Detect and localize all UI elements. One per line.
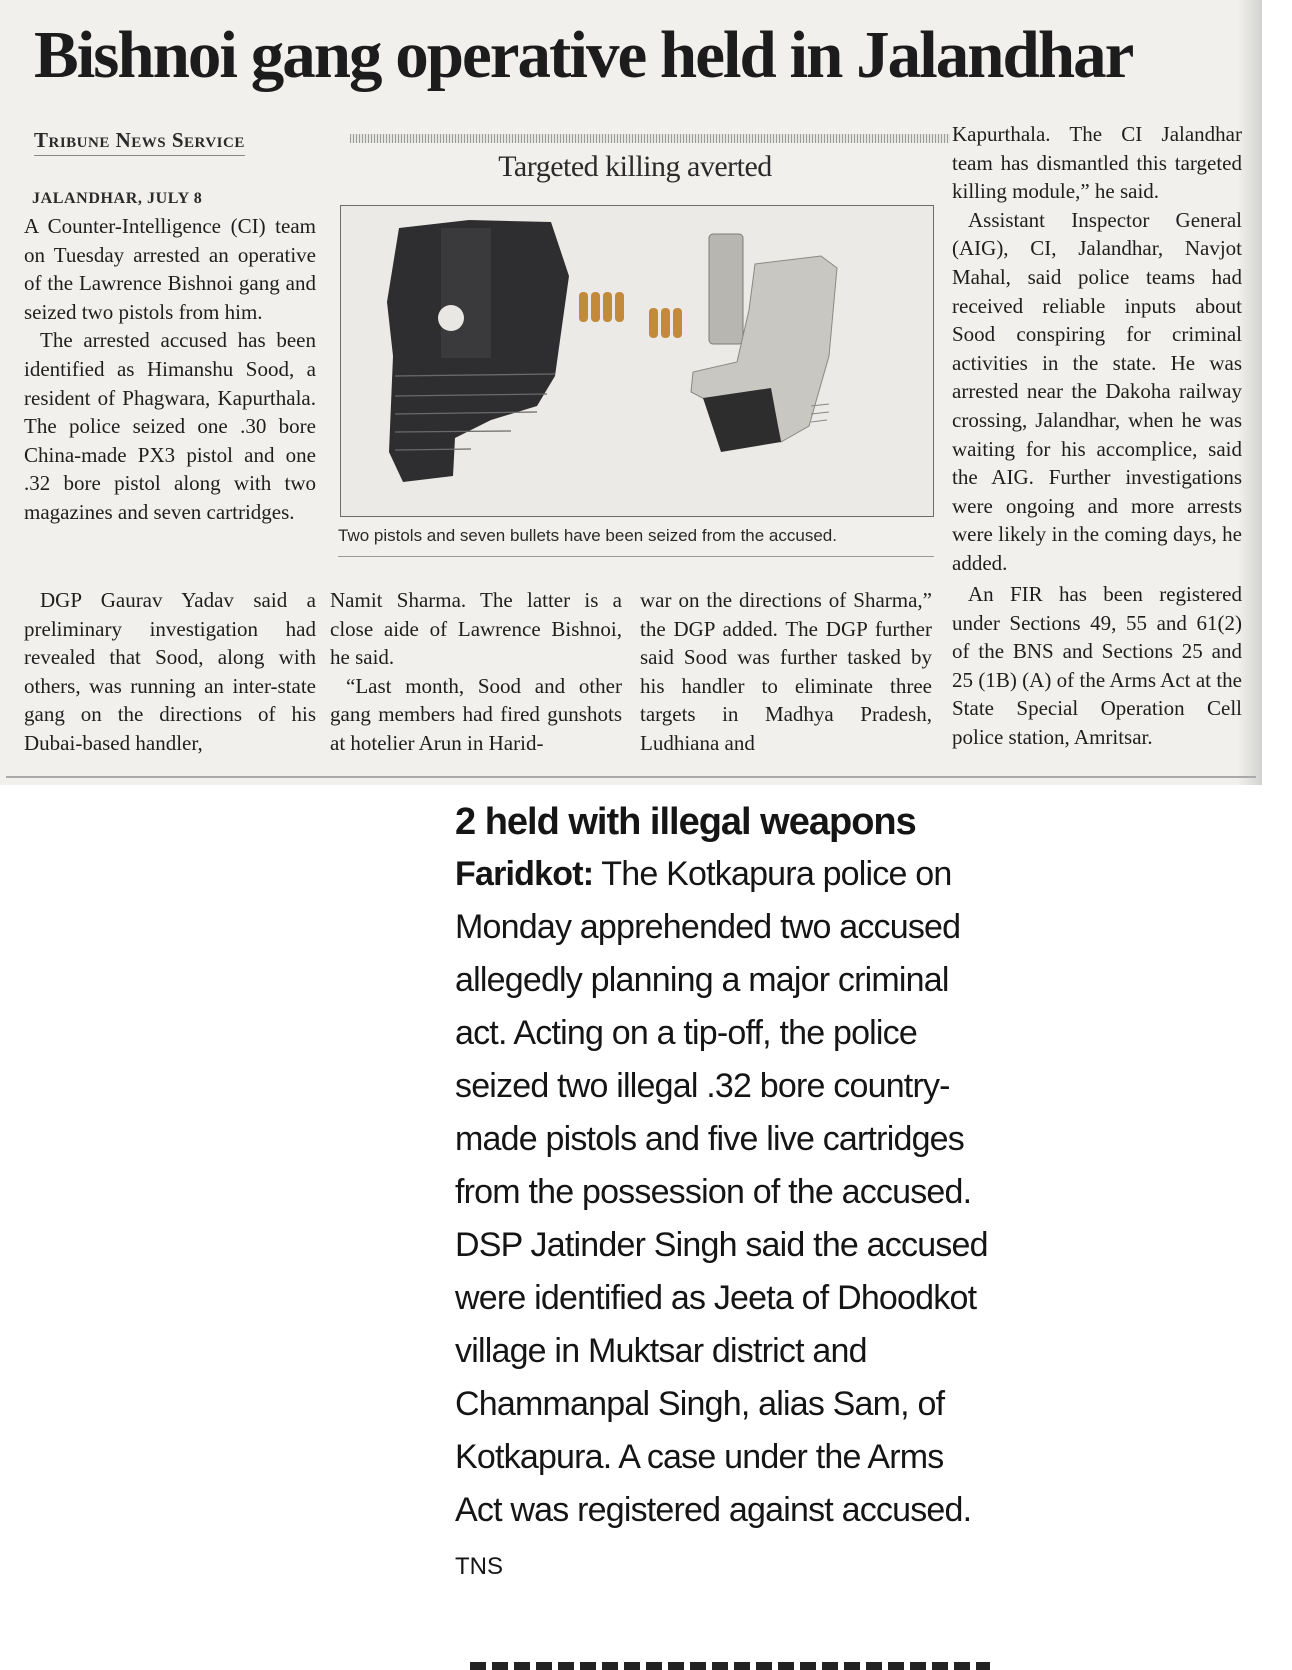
photo-subhead: Targeted killing averted	[498, 150, 772, 183]
pistols-illustration	[341, 206, 933, 516]
headline: Bishnoi gang operative held in Jalandhar	[34, 18, 1133, 92]
paragraph: “Last month, Sood and other gang members had fired gunshots at hotelier Arun in Harid-	[330, 673, 622, 755]
paragraph: A Counter-Intelligence (CI) team on Tuesday arrested an operative of the Lawrence Bishnoi gang and seized two pistols from him.	[24, 214, 316, 324]
column-2	[330, 586, 622, 758]
decorative-hatch-rule	[350, 134, 950, 143]
column-1-bottom	[24, 586, 316, 758]
column-4-top	[952, 120, 1242, 578]
headline-2: 2 held with illegal weapons	[455, 801, 916, 843]
news-clipping-bishnoi	[0, 0, 1262, 785]
pistols-photo	[340, 205, 934, 517]
cut-off-next-headline	[470, 1662, 990, 1670]
news-clipping-faridkot	[455, 800, 1015, 1670]
byline: Tribune News Service	[34, 128, 245, 156]
caption-rule	[338, 556, 934, 557]
paragraph: DGP Gaurav Yadav said a preliminary investigation had revealed that Sood, along with others, was running an inter-state gang on the directions of his Dubai-based handler,	[24, 588, 316, 755]
paragraph: An FIR has been registered under Sections 49, 55 and 61(2) of the BNS and Sections 25 and 25 (1B) (A) of the Arms Act at the State Special Operation Cell police station, Amritsar.	[952, 582, 1242, 749]
paragraph: Assistant Inspector General (AIG), CI, Jalandhar, Navjot Mahal, said police teams had received reliable inputs about Sood conspiring for criminal activities in the state. He was arrested near the Dakoha railway crossing, Jalandhar, when he was waiting for his accomplice, said the AIG. Further investigations were ongoing and more arrests were likely in the coming days, he added.	[952, 207, 1242, 575]
paragraph: Kapurthala. The CI Jalandhar team has dismantled this targeted killing module,” he said.	[952, 122, 1242, 204]
paragraph: The arrested accused has been identified as Himanshu Sood, a resident of Phagwara, Kapurthala. The police seized one .30 bore China-made PX3 pistol and one .32 bore pistol along with two magazines and seven cartridges.	[24, 328, 316, 524]
clipping-bottom-rule	[6, 776, 1256, 778]
paragraph: Namit Sharma. The latter is a close aide of Lawrence Bishnoi, he said.	[330, 588, 622, 670]
paragraph: war on the directions of Sharma,” the DGP added. The DGP further said Sood was further tasked by his handler to eliminate three targets in Madhya Pradesh, Ludhiana and	[640, 588, 932, 755]
column-4-bottom	[952, 580, 1242, 752]
dateline-place: Faridkot:	[455, 855, 594, 893]
column-1-top	[24, 212, 316, 527]
story-text: The Kotkapura police on Monday apprehended two accused allegedly planning a major criminal act. Acting on a tip-off, the police seized two illegal .32 bore country-made pistols and five live cartridges from the possession of the accused. DSP Jatinder Singh said the accused were identified as Jeeta of Dhoodkot village in Muktsar district and Chammanpal Singh, alias Sam, of Kotkapura. A case under the Arms Act was registered against accused.	[455, 855, 988, 1529]
photo-caption: Two pistols and seven bullets have been seized from the accused.	[338, 526, 837, 545]
story-body	[455, 848, 995, 1593]
credit: TNS	[455, 1553, 503, 1580]
dateline: JALANDHAR, JULY 8	[32, 190, 203, 207]
column-3	[640, 586, 932, 758]
